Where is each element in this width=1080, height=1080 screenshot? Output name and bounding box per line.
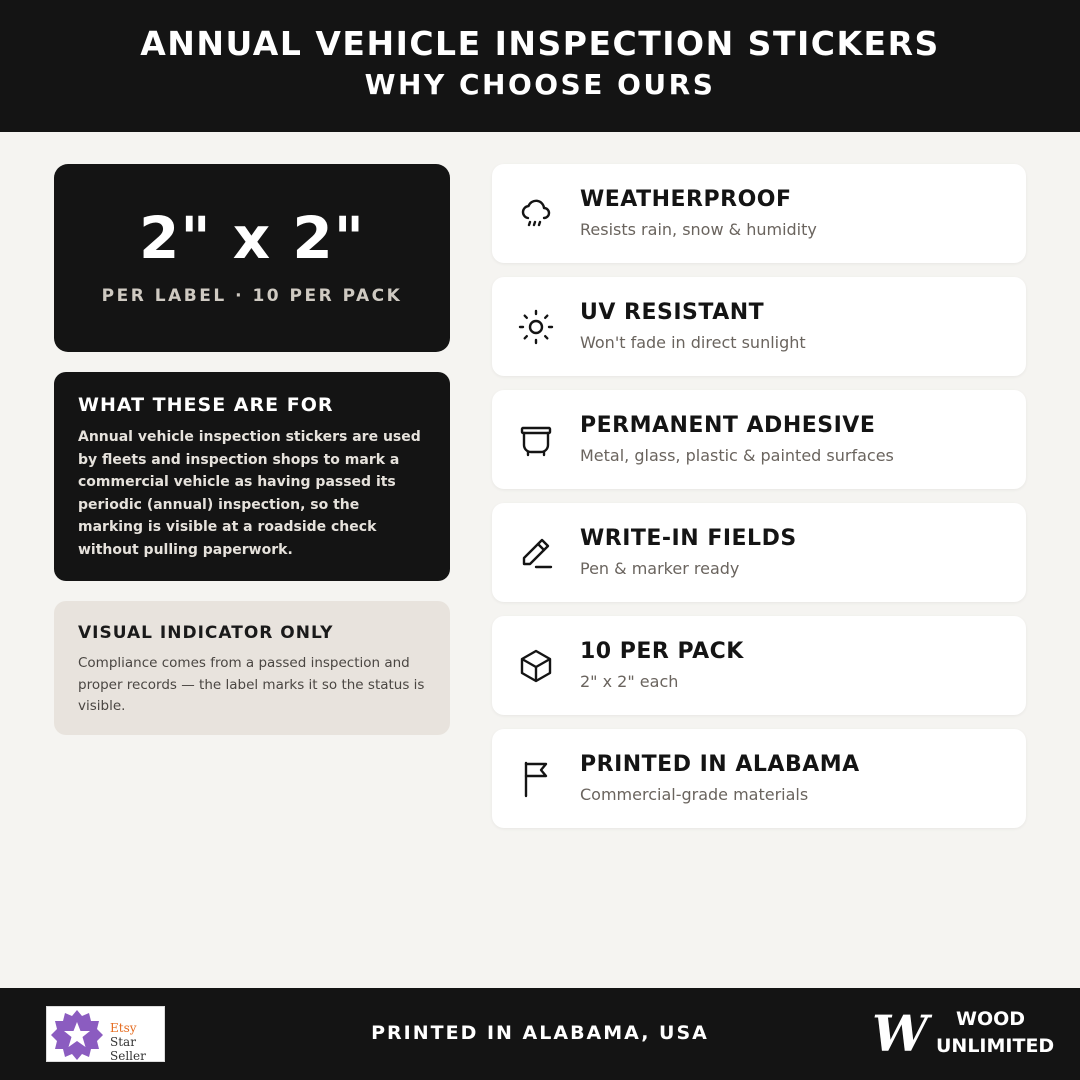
pen-icon bbox=[516, 533, 556, 573]
feature-title: UV RESISTANT bbox=[580, 300, 765, 325]
note-body: Compliance comes from a passed inspection and proper records — the label marks it so the status is visible. bbox=[78, 655, 425, 714]
feature-title: PRINTED IN ALABAMA bbox=[580, 752, 860, 777]
feature-card-permanent-adhesive bbox=[492, 390, 1026, 489]
feature-title: WEATHERPROOF bbox=[580, 187, 792, 212]
about-heading: WHAT THESE ARE FOR bbox=[78, 394, 334, 416]
page-title: ANNUAL VEHICLE INSPECTION STICKERS bbox=[140, 24, 940, 63]
badge-line2: Star Seller bbox=[110, 1035, 146, 1063]
size-card bbox=[54, 164, 450, 352]
size-detail: PER LABEL · 10 PER PACK bbox=[101, 286, 403, 306]
feature-desc: Won't fade in direct sunlight bbox=[580, 333, 806, 352]
logo-line1: WOOD bbox=[956, 1008, 1026, 1030]
flag-icon bbox=[516, 759, 556, 799]
box-icon bbox=[516, 646, 556, 686]
feature-desc: Metal, glass, plastic & painted surfaces bbox=[580, 446, 894, 465]
logo-mark: W bbox=[872, 1004, 925, 1063]
page-footer bbox=[0, 988, 1080, 1080]
feature-desc: Commercial-grade materials bbox=[580, 785, 809, 804]
about-card bbox=[54, 372, 450, 581]
feature-card-pack-count bbox=[492, 616, 1026, 715]
feature-title: PERMANENT ADHESIVE bbox=[580, 413, 876, 438]
feature-card-uv-resistant bbox=[492, 277, 1026, 376]
feature-title: 10 PER PACK bbox=[580, 639, 744, 664]
feature-desc: Pen & marker ready bbox=[580, 559, 740, 578]
page-subtitle: WHY CHOOSE OURS bbox=[364, 68, 716, 101]
logo-line2: UNLIMITED bbox=[936, 1035, 1055, 1057]
footer-text: PRINTED IN ALABAMA, USA bbox=[371, 1022, 709, 1044]
feature-card-write-in-fields bbox=[492, 503, 1026, 602]
feature-desc: Resists rain, snow & humidity bbox=[580, 220, 817, 239]
feature-title: WRITE-IN FIELDS bbox=[580, 526, 797, 551]
feature-desc: 2" x 2" each bbox=[580, 672, 679, 691]
rain-cloud-icon bbox=[516, 194, 556, 234]
adhesive-container-icon bbox=[516, 420, 556, 460]
wood-unlimited-logo bbox=[872, 1004, 1055, 1064]
feature-card-weatherproof bbox=[492, 164, 1026, 263]
note-heading: VISUAL INDICATOR ONLY bbox=[78, 623, 334, 643]
size-value: 2" x 2" bbox=[139, 204, 365, 272]
badge-line1: Etsy bbox=[110, 1021, 137, 1035]
page-header bbox=[0, 0, 1080, 132]
about-body: Annual vehicle inspection stickers are used by fleets and inspection shops to mark a commercial vehicle as having passed its periodic (annual) inspection, so the marking is visible at a roadside check without pulling paperwork. bbox=[78, 429, 421, 558]
sun-icon bbox=[516, 307, 556, 347]
feature-card-printed-in-alabama bbox=[492, 729, 1026, 828]
note-card bbox=[54, 601, 450, 735]
